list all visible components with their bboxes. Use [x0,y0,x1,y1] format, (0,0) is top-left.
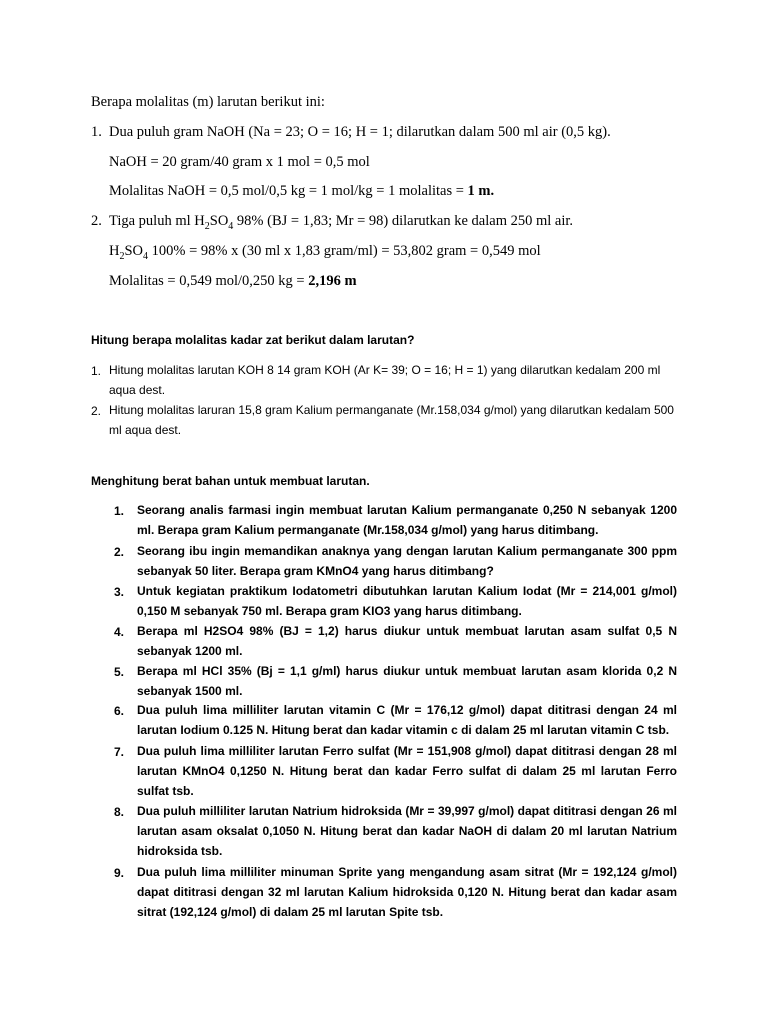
part1-item1-calc2 [109,184,494,199]
calc1-a: H [109,243,120,259]
part2-item1-text: Hitung molalitas larutan KOH 8 14 gram KOH (Ar K= 39; O = 16; H = 1) yang dilarutkan kedalam 200 ml aqua dest. [109,363,661,397]
part1-heading: Berapa molalitas (m) larutan berikut ini: [91,94,325,110]
part1-item2-calc1 [109,244,541,262]
part1-item2-calc2 [109,274,357,289]
part3-item1-text: Seorang analis farmasi ingin membuat larutan Kalium permanganate 0,250 N sebanyak 1200 ml. Berapa gram Kalium permanganate (Mr.158,034 g/mol) yang harus ditimbang. [137,503,677,537]
part2-item2-text: Hitung molalitas laruran 15,8 gram Kalium permanganate (Mr.158,034 g/mol) yang dilarutkan kedalam 500 ml aqua dest. [109,403,674,437]
calc1-c: 100% = 98% x (30 ml x 1,83 gram/ml) = 53,802 gram = 0,549 mol [148,243,541,259]
item2-text-mid: SO [209,213,229,229]
part3-item9-text: Dua puluh lima milliliter minuman Sprite yang mengandung asam sitrat (Mr = 192,124 g/mol) dapat dititrasi dengan 32 ml larutan Kalium hidroksida 0,120 N. Hitung berat dan kadar asam sitrat (192,124 g/mol) di dalam 25 ml larutan Spite tsb. [137,865,677,919]
part2-heading: Hitung berapa molalitas kadar zat berikut dalam larutan? [91,333,415,347]
item2-sub-b: 4 [228,220,234,232]
part3-item3-text: Untuk kegiatan praktikum Iodatometri dibutuhkan larutan Kalium Iodat (Mr = 214,001 g/mol) 0,150 M sebanyak 750 ml. Berapa gram KIO3 yang harus ditimbang. [137,584,677,618]
item2-sub-a: 2 [204,220,210,232]
item2-calc2-answer: 2,196 m [308,273,357,289]
part3-item3-number: 3. [114,585,125,599]
part3-item4-number: 4. [114,625,125,639]
part2-item1-number: 1. [91,364,102,378]
calc1-sub-b: 4 [143,250,149,262]
part3-item2-text: Seorang ibu ingin memandikan anaknya yang dengan larutan Kalium permanganate 300 ppm sebanyak 50 liter. Berapa gram KMnO4 yang harus ditimbang? [137,544,677,578]
calc1-sub-a: 2 [119,250,125,262]
part2-item2-number: 2. [91,404,102,418]
calc1-b: SO [124,243,144,259]
part3-item5-text: Berapa ml HCl 35% (Bj = 1,1 g/ml) harus diukur untuk membuat larutan asam klorida 0,2 N sebanyak 1500 ml. [137,664,677,698]
part3-item6-number: 6. [114,704,125,718]
part1-item2-number: 2. [91,213,102,229]
calc2-prefix: Molalitas NaOH = 0,5 mol/0,5 kg = 1 mol/kg = 1 molalitas = [109,183,468,199]
part3-item5-number: 5. [114,665,125,679]
part3-item8-text: Dua puluh milliliter larutan Natrium hidroksida (Mr = 39,997 g/mol) dapat dititrasi dengan 26 ml larutan asam oksalat 0,1050 N. Hitung berat dan kadar NaOH di dalam 20 ml larutan Natrium hidroksida tsb. [137,804,677,858]
part3-item6-text: Dua puluh lima milliliter larutan vitamin C (Mr = 176,12 g/mol) dapat dititrasi dengan 24 ml larutan Iodium 0.125 N. Hitung berat dan kadar vitamin c di dalam 25 ml larutan vitamin C tsb. [137,703,677,737]
part3-item2-number: 2. [114,545,125,559]
part3-item1-number: 1. [114,504,125,518]
part1-item1-number: 1. [91,124,102,140]
part3-item7-number: 7. [114,745,125,759]
part3-item8-number: 8. [114,805,125,819]
part1-item1-calc1: NaOH = 20 gram/40 gram x 1 mol = 0,5 mol [109,154,370,170]
part3-heading: Menghitung berat bahan untuk membuat larutan. [91,474,370,488]
part1-item2-text [109,214,573,232]
part1-item1-text: Dua puluh gram NaOH (Na = 23; O = 16; H = 1; dilarutkan dalam 500 ml air (0,5 kg). [109,124,611,140]
item2-calc2-prefix: Molalitas = 0,549 mol/0,250 kg = [109,273,309,289]
item2-text-before: Tiga puluh ml H [109,213,205,229]
part3-item7-text: Dua puluh lima milliliter larutan Ferro sulfat (Mr = 151,908 g/mol) dapat dititrasi dengan 28 ml larutan KMnO4 0,1250 N. Hitung berat dan kadar Ferro sulfat di dalam 25 ml larutan Ferro sulfat tsb. [137,744,677,798]
part3-item4-text: Berapa ml H2SO4 98% (BJ = 1,2) harus diukur untuk membuat larutan asam sulfat 0,5 N sebanyak 1200 ml. [137,624,677,658]
item2-text-after: 98% (BJ = 1,83; Mr = 98) dilarutkan ke dalam 250 ml air. [233,213,574,229]
calc2-answer: 1 m. [467,183,495,199]
part3-item9-number: 9. [114,866,125,880]
